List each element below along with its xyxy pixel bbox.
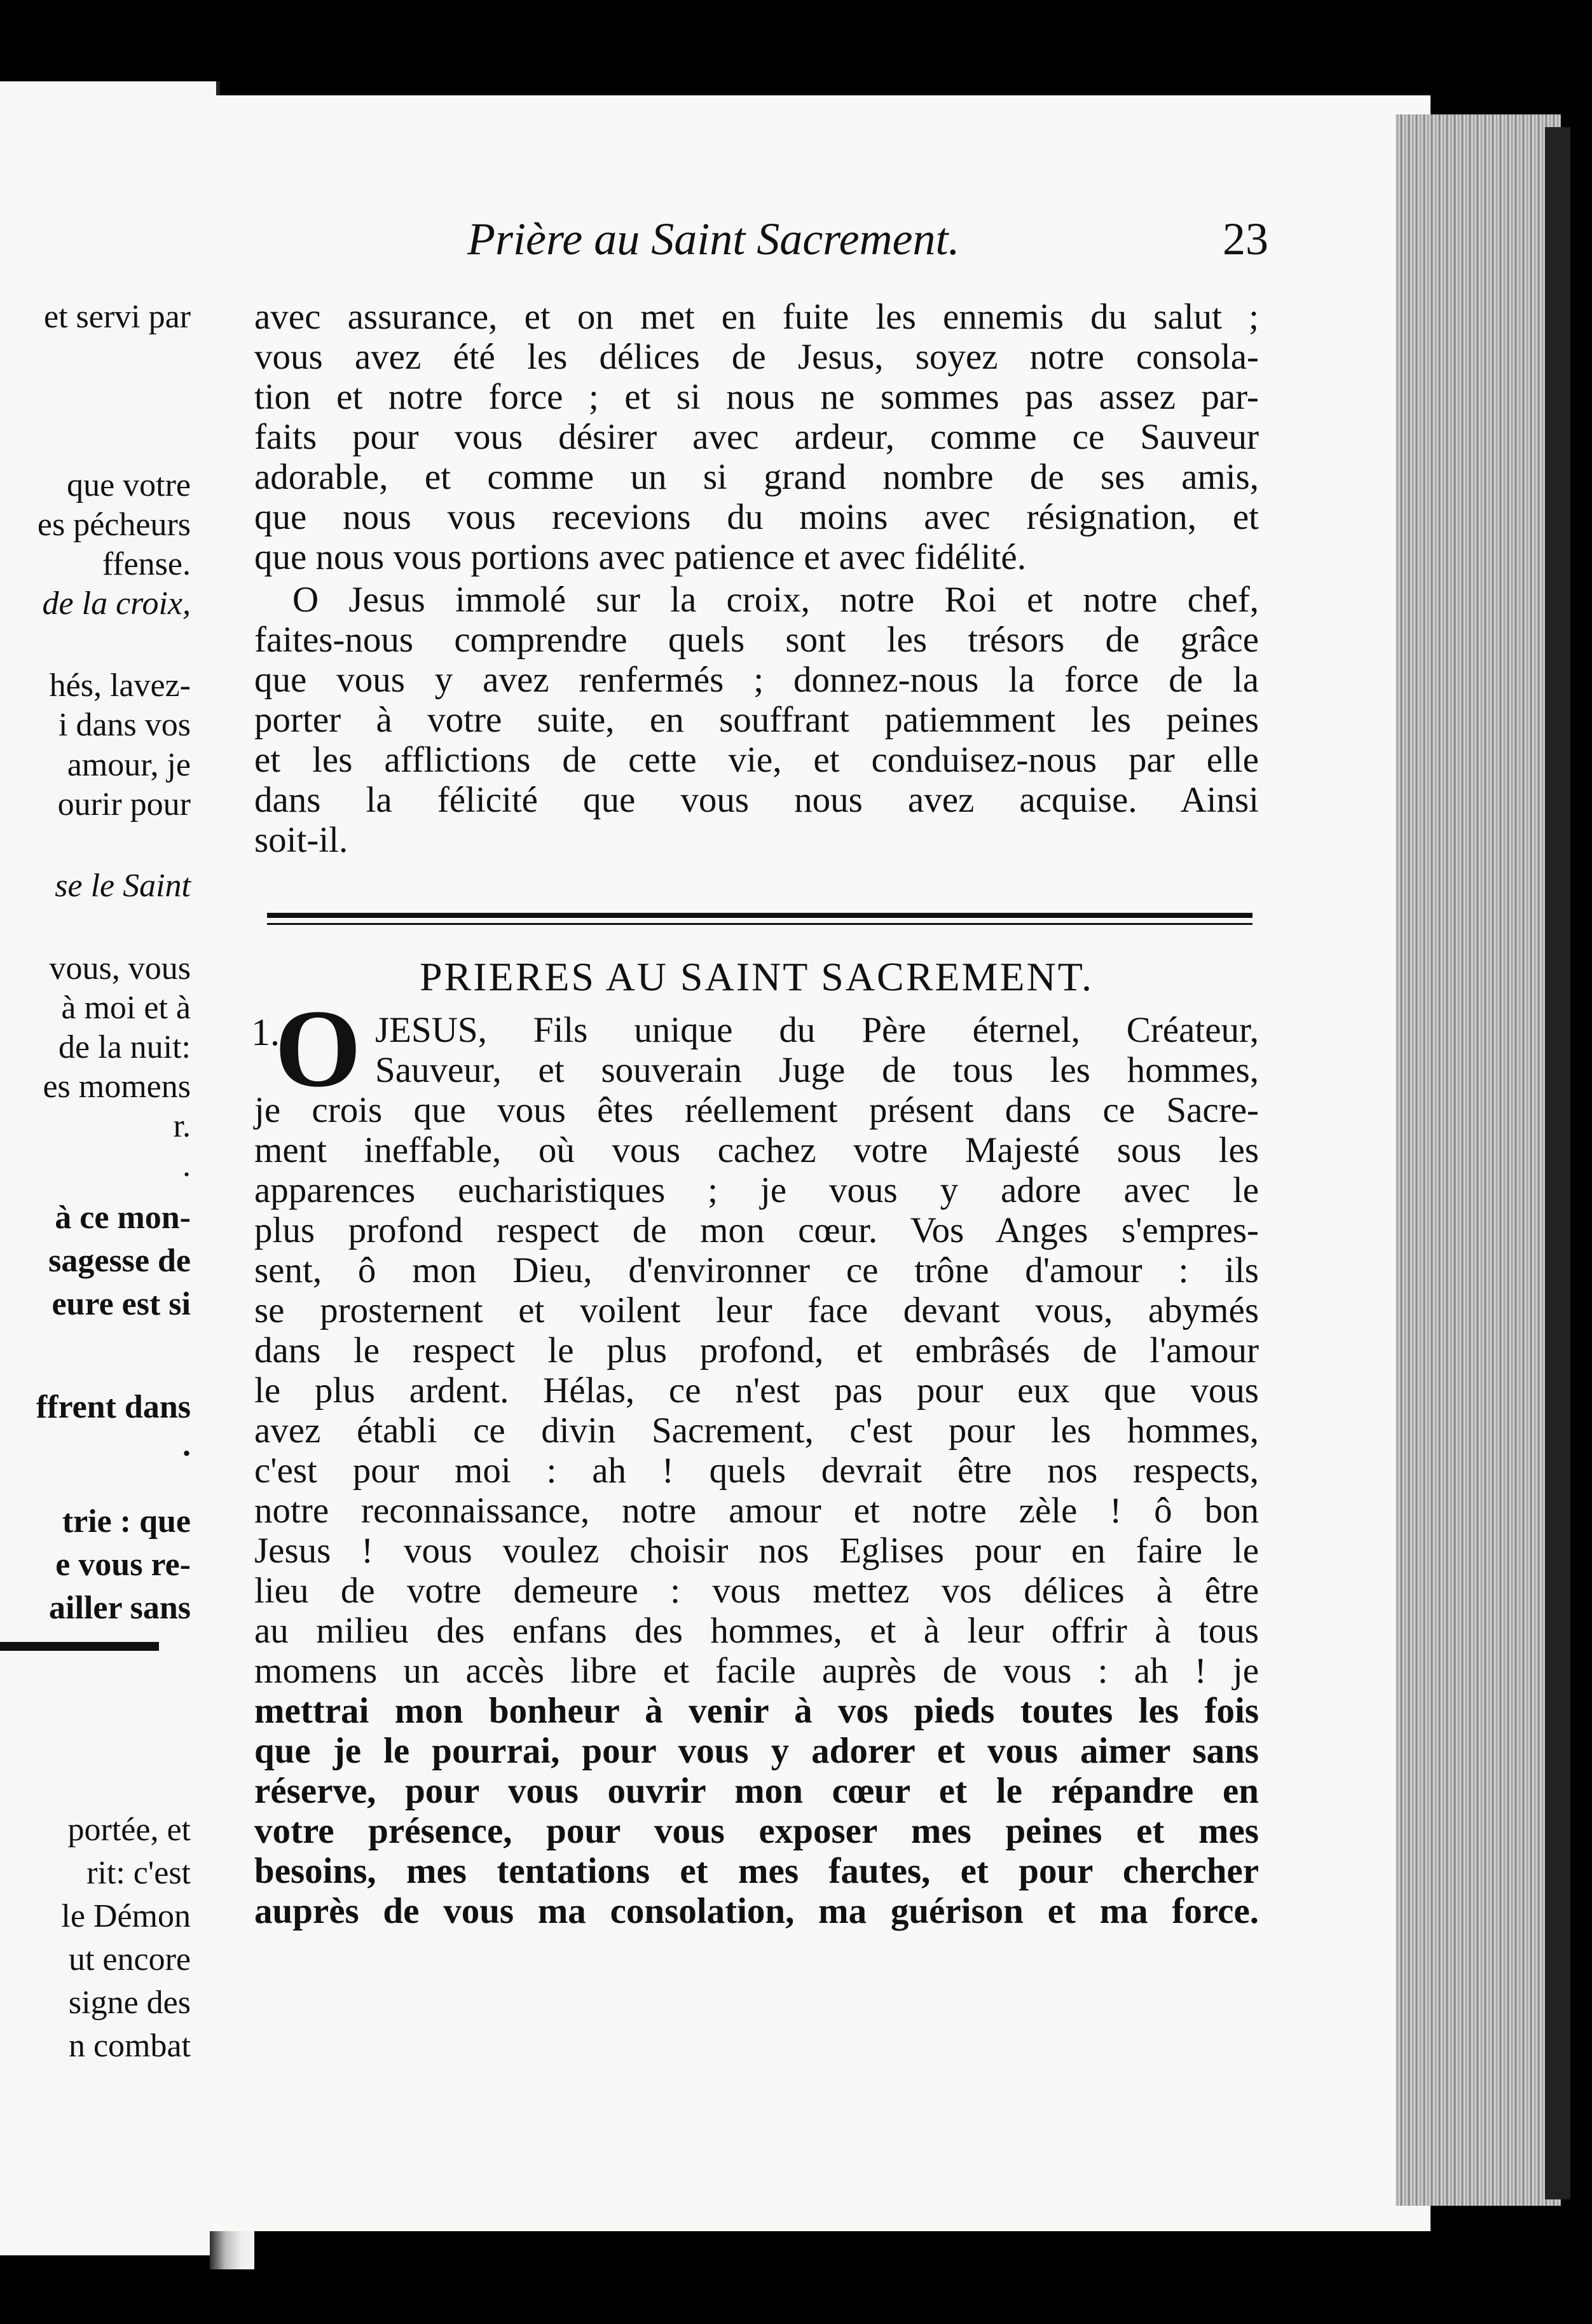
left-page-line: r. — [173, 1108, 191, 1144]
text-line: notre reconnaissance, notre amour et notre zèle ! ô bon — [254, 1491, 1259, 1531]
left-page-line: ut encore — [68, 1941, 191, 1978]
left-page-line: de la nuit: — [58, 1029, 191, 1065]
left-page-line: ffrent dans — [36, 1389, 191, 1425]
text-line: besoins, mes tentations et mes fautes, et pour chercher — [254, 1851, 1259, 1891]
left-page-line: portée, et — [67, 1812, 191, 1848]
left-page-line: ailler sans — [49, 1590, 191, 1626]
text-line: momens un accès libre et facile auprès de vous : ah ! je — [254, 1651, 1259, 1691]
text-line: que je le pourrai, pour vous y adorer et vous aimer sans — [254, 1731, 1259, 1771]
drop-cap: O — [275, 987, 362, 1110]
text-line: que nous vous recevions du moins avec résignation, et — [254, 497, 1259, 537]
text-line: avec assurance, et on met en fuite les ennemis du salut ; — [254, 297, 1259, 337]
left-page-line: de la croix, — [42, 585, 191, 622]
left-page-line: . — [182, 1427, 191, 1463]
left-page-line: se le Saint — [55, 868, 191, 904]
left-page-line: n combat — [68, 2028, 191, 2064]
text-line: faites-nous comprendre quels sont les trésors de grâce — [254, 620, 1259, 660]
text-line: Sauveur, et souverain Juge de tous les hommes, — [375, 1050, 1259, 1090]
left-page — [0, 81, 220, 2255]
left-page-line: trie : que — [62, 1503, 191, 1540]
left-page-line: que votre — [67, 467, 191, 503]
text-line: que vous y avez renfermés ; donnez-nous la force de la — [254, 660, 1259, 700]
left-page-line: i dans vos — [58, 707, 191, 743]
left-page-line: à ce mon- — [55, 1200, 191, 1236]
left-page-line: rit: c'est — [86, 1855, 191, 1891]
text-line: sent, ô mon Dieu, d'environner ce trône d'amour : ils — [254, 1250, 1259, 1290]
left-page-line: ourir pour — [57, 786, 191, 823]
section-rule — [267, 913, 1252, 918]
text-line: porter à votre suite, en souffrant patiemment les peines — [254, 700, 1259, 740]
section-rule-thin — [267, 923, 1252, 925]
text-line: dans la félicité que vous nous avez acquise. Ainsi — [254, 780, 1259, 820]
left-page-line: ffense. — [102, 546, 191, 582]
item-number: 1. — [251, 1011, 280, 1053]
text-line: ment ineffable, où vous cachez votre Majesté sous les — [254, 1130, 1259, 1170]
left-page-line: es momens — [43, 1069, 191, 1105]
text-line: soit-il. — [254, 820, 348, 860]
left-page-line: vous, vous — [49, 950, 191, 987]
left-page-line: . — [182, 1147, 191, 1184]
page-number: 23 — [1223, 214, 1268, 264]
section-heading: PRIERES AU SAINT SACREMENT. — [419, 954, 1094, 999]
text-line: mettrai mon bonheur à venir à vos pieds toutes les fois — [254, 1691, 1259, 1731]
left-page-line: e vous re- — [55, 1547, 191, 1583]
text-line: je crois que vous êtes réellement présent dans ce Sacre- — [254, 1090, 1259, 1130]
text-line: se prosternent et voilent leur face devant vous, abymés — [254, 1290, 1259, 1330]
text-line: apparences eucharistiques ; je vous y adore avec le — [254, 1170, 1259, 1210]
text-line: votre présence, pour vous exposer mes peines et mes — [254, 1811, 1259, 1851]
text-line: adorable, et comme un si grand nombre de ses amis, — [254, 457, 1259, 497]
left-page-line: et servi par — [43, 299, 191, 335]
left-page-line: amour, je — [67, 747, 191, 783]
text-line: Jesus ! vous voulez choisir nos Eglises pour en faire le — [254, 1531, 1259, 1571]
left-page-line: sagesse de — [48, 1243, 191, 1279]
left-page-rule — [0, 1642, 159, 1651]
text-line: et les afflictions de cette vie, et conduisez-nous par elle — [254, 740, 1259, 780]
text-line: au milieu des enfans des hommes, et à leur offrir à tous — [254, 1611, 1259, 1651]
running-title: Prière au Saint Sacrement. — [467, 214, 960, 264]
text-line: JESUS, Fils unique du Père éternel, Créateur, — [375, 1010, 1259, 1050]
page-edge-shadow — [1545, 127, 1570, 2199]
text-line: tion et notre force ; et si nous ne sommes pas assez par- — [254, 377, 1259, 417]
text-line: auprès de vous ma consolation, ma guérison et ma force. — [254, 1891, 1259, 1931]
text-line: vous avez été les délices de Jesus, soyez notre consola- — [254, 337, 1259, 377]
text-line: que nous vous portions avec patience et avec fidélité. — [254, 537, 1026, 577]
text-line: lieu de votre demeure : vous mettez vos délices à être — [254, 1571, 1259, 1611]
left-page-line: signe des — [68, 1985, 191, 2021]
left-page-line: eure est si — [51, 1286, 191, 1322]
running-head — [257, 213, 1268, 270]
left-page-line: hés, lavez- — [49, 667, 191, 704]
left-page-line: à moi et à — [61, 990, 191, 1026]
text-line: plus profond respect de mon cœur. Vos Anges s'empres- — [254, 1210, 1259, 1250]
left-page-line: le Démon — [61, 1898, 191, 1934]
page-edges — [1396, 114, 1561, 2206]
text-line: c'est pour moi : ah ! quels devrait être nos respects, — [254, 1451, 1259, 1491]
text-line: le plus ardent. Hélas, ce n'est pas pour eux que vous — [254, 1370, 1259, 1411]
text-line: avez établi ce divin Sacrement, c'est pour les hommes, — [254, 1411, 1259, 1451]
text-line: O Jesus immolé sur la croix, notre Roi et notre chef, — [292, 580, 1259, 620]
text-line: faits pour vous désirer avec ardeur, comme ce Sauveur — [254, 417, 1259, 457]
text-line: réserve, pour vous ouvrir mon cœur et le répandre en — [254, 1771, 1259, 1811]
text-line: dans le respect le plus profond, et embrâsés de l'amour — [254, 1330, 1259, 1370]
left-page-line: es pécheurs — [37, 507, 191, 543]
